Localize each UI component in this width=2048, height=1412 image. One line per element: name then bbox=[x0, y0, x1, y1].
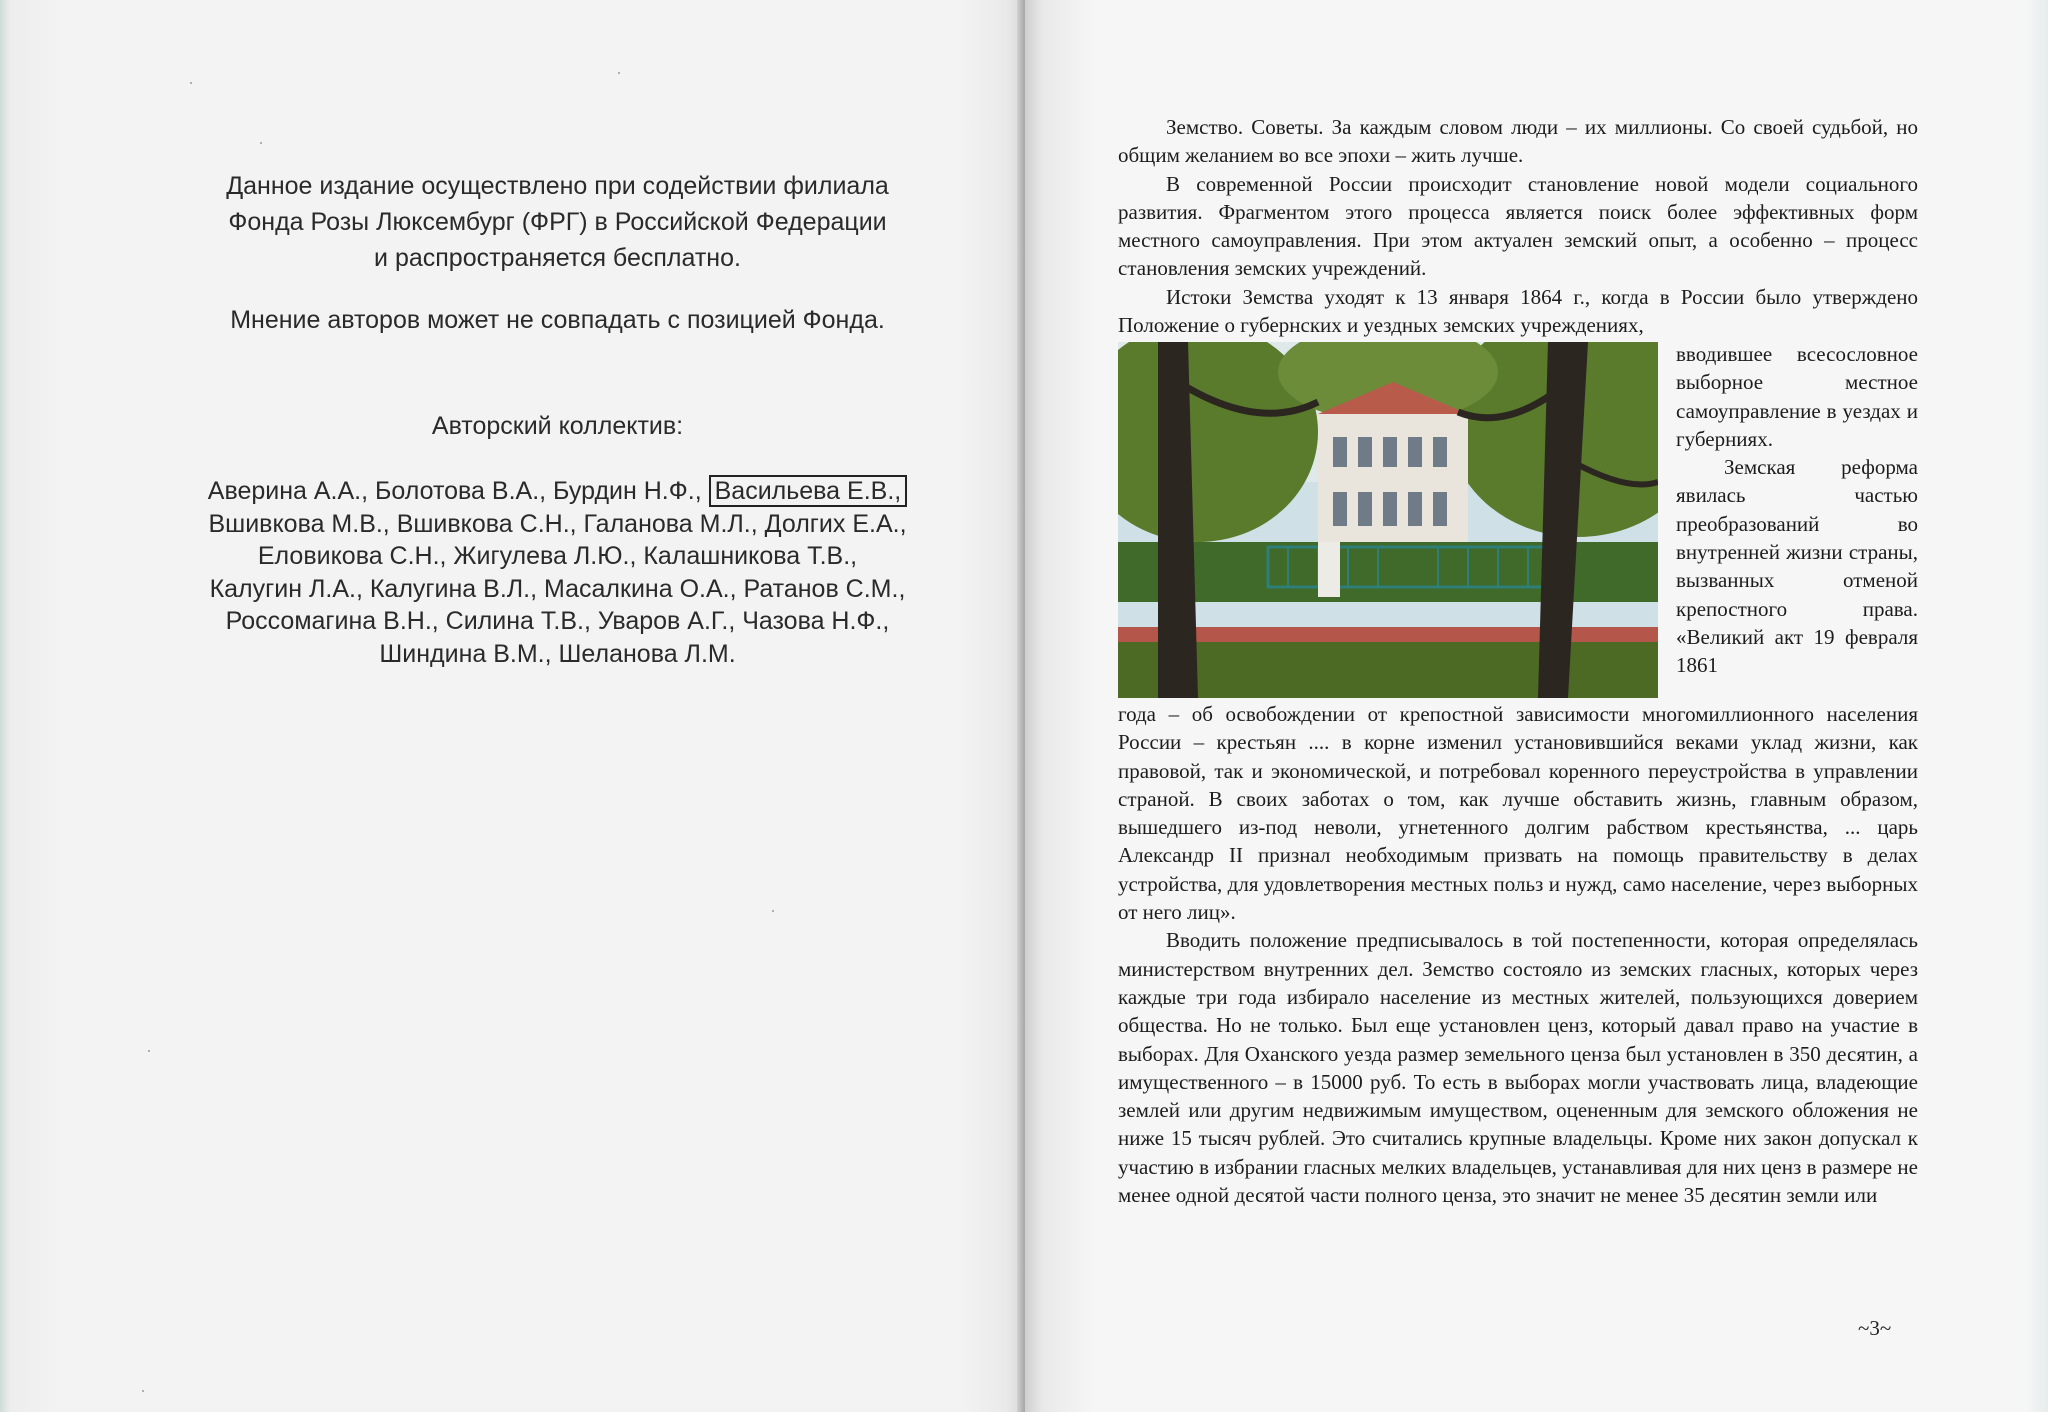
collective-heading bbox=[180, 408, 935, 444]
page-number: ~3~ bbox=[1858, 1316, 1892, 1340]
paragraph: Вводить положение предписывалось в той постепенности, которая определялась министерством внутренних дел. Земство состояло из земских гласных, которых через каждые три года избирало население из местных жителей, пользующихся доверием общества. Но не только. Был еще установлен ценз, который давал право на участие в выборах. Для Оханского уезда размер земельного ценза был установлен в 350 десятин, а имущественного – в 15000 руб. То есть в выборах могли участвовать лица, владеющие землей или другим недвижимым имуществом, оцененным для земского обложения не ниже 15 тысяч рублей. Это считались крупные владельцы. Кроме них закон допускал к участию в избрании гласных мелких владельцев, устанавливая для них ценз в размере не менее одной десятой части полного ценза, это значит не менее 35 десятин земли или bbox=[1118, 928, 1918, 1208]
text-column-top bbox=[1118, 113, 1918, 339]
author-line: Россомагина В.Н., Силина Т.В., Уваров А.Г., Чазова Н.Ф., bbox=[225, 607, 890, 635]
paper-speck bbox=[260, 142, 262, 144]
paragraph: Земство. Советы. За каждым словом люди – их миллионы. Со своей судьбой, но общим желанием во все эпохи – жить лучше. bbox=[1118, 115, 1918, 168]
publisher-line: Фонда Розы Люксембург (ФРГ) в Российской Федерации bbox=[228, 208, 887, 236]
author-line: Еловикова С.Н., Жигулева Л.Ю., Калашникова Т.В., bbox=[257, 542, 858, 570]
paper-speck bbox=[148, 1050, 150, 1052]
paragraph: вводившее всесословное выборное местное самоуправление в уездах и губерниях. bbox=[1676, 342, 1918, 451]
paper-speck bbox=[618, 72, 620, 74]
author-line-text: Аверина А.А., Болотова В.А., Бурдин Н.Ф., bbox=[207, 477, 702, 505]
paper-speck bbox=[772, 910, 774, 912]
paper-speck bbox=[142, 1390, 144, 1392]
disclaimer bbox=[180, 302, 935, 338]
author-line: Вшивкова М.В., Вшивкова С.Н., Галанова М.Л., Долгих Е.А., bbox=[208, 509, 907, 538]
author-list bbox=[180, 475, 935, 670]
publisher-line: и распространяется бесплатно. bbox=[374, 244, 741, 272]
publisher-note bbox=[180, 168, 935, 276]
highlighted-author: Васильева Е.В., bbox=[709, 475, 908, 507]
paragraph: Истоки Земства уходят к 13 января 1864 г., когда в России было утверждено Положение о губернских и уездных земских учреждениях, bbox=[1118, 284, 1918, 338]
paragraph: года – об освобождении от крепостной зависимости многомиллионного населения России – крестьян .... в корне изменил установившийся веками уклад жизни, как правовой, так и экономической, и потребовал коренного переустройства в управлении страной. В своих заботах о том, как лучше обставить жизнь, главным образом, вышедшего из-под неволи, угнетенного долгим рабством крестьянства, ... царь Александр II признал необходимым призвать на помощь правительству в делах устройства, для удовлетворения местных польз и нужд, само население, через выборных от него лиц». bbox=[1118, 702, 1918, 925]
photo-with-wrap bbox=[1118, 340, 1918, 700]
collective-heading-text: Авторский коллектив: bbox=[431, 412, 684, 440]
paragraph: Земская реформа явилась частью преобразований во внутренней жизни страны, вызванных отменой крепостного права. «Великий акт 19 февраля 1861 bbox=[1676, 455, 1918, 678]
disclaimer-text: Мнение авторов может не совпадать с позицией Фонда. bbox=[230, 306, 885, 334]
author-line: Шиндина В.М., Шеланова Л.М. bbox=[379, 639, 736, 668]
author-line bbox=[180, 475, 935, 508]
paragraph: В современной России происходит становление новой модели социального развития. Фрагментом этого процесса является поиск более эффективных форм местного самоуправления. При этом актуален земский опыт, а особенно – процесс становления земских учреждений. bbox=[1118, 171, 1918, 281]
text-column-bottom bbox=[1118, 700, 1918, 1209]
publisher-line: Данное издание осуществлено при содействии филиала bbox=[226, 172, 889, 200]
paper-speck bbox=[190, 82, 192, 84]
building-photo-drawing bbox=[1118, 342, 1658, 698]
wrapped-text bbox=[1676, 340, 1918, 680]
building-photo bbox=[1118, 342, 1658, 698]
author-line: Калугин Л.А., Калугина В.Л., Масалкина О.А., Ратанов С.М., bbox=[209, 574, 906, 603]
